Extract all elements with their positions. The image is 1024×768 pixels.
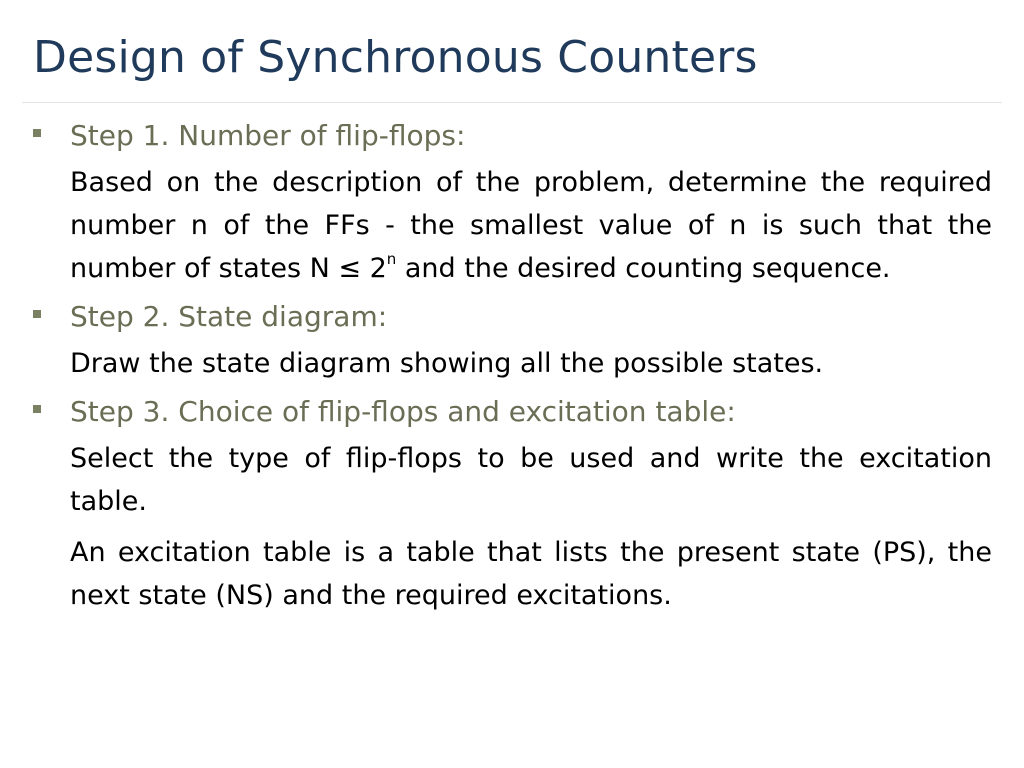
step-2-heading: Step 2. State diagram: (70, 300, 388, 333)
square-bullet-icon (33, 129, 41, 137)
step-1-body (70, 161, 992, 290)
square-bullet-icon (33, 405, 41, 413)
step-3-heading: Step 3. Choice of flip-flops and excitation table: (70, 395, 736, 428)
slide-content (30, 115, 992, 617)
title-divider (22, 102, 1002, 103)
step-1-heading: Step 1. Number of flip-flops: (70, 119, 466, 152)
step-3-body-definition: An excitation table is a table that lists the present state (PS), the next state (NS) and the required excitations. (70, 537, 992, 611)
slide-title: Design of Synchronous Counters (33, 32, 758, 83)
step-2 (30, 296, 992, 385)
step-3-body: Select the type of flip-flops to be used and write the excitation table. (70, 443, 992, 517)
step-1-body-text-end: and the desired counting sequence. (396, 253, 891, 284)
step-2-body: Draw the state diagram showing all the possible states. (70, 348, 824, 379)
exponent-n: n (386, 250, 397, 268)
step-1-body-text: Based on the description of the problem, determine the required number n of the FFs - the smallest value of n is such that the number of states N ≤ 2 (70, 167, 992, 284)
square-bullet-icon (33, 310, 41, 318)
step-3 (30, 391, 992, 617)
step-1 (30, 115, 992, 290)
